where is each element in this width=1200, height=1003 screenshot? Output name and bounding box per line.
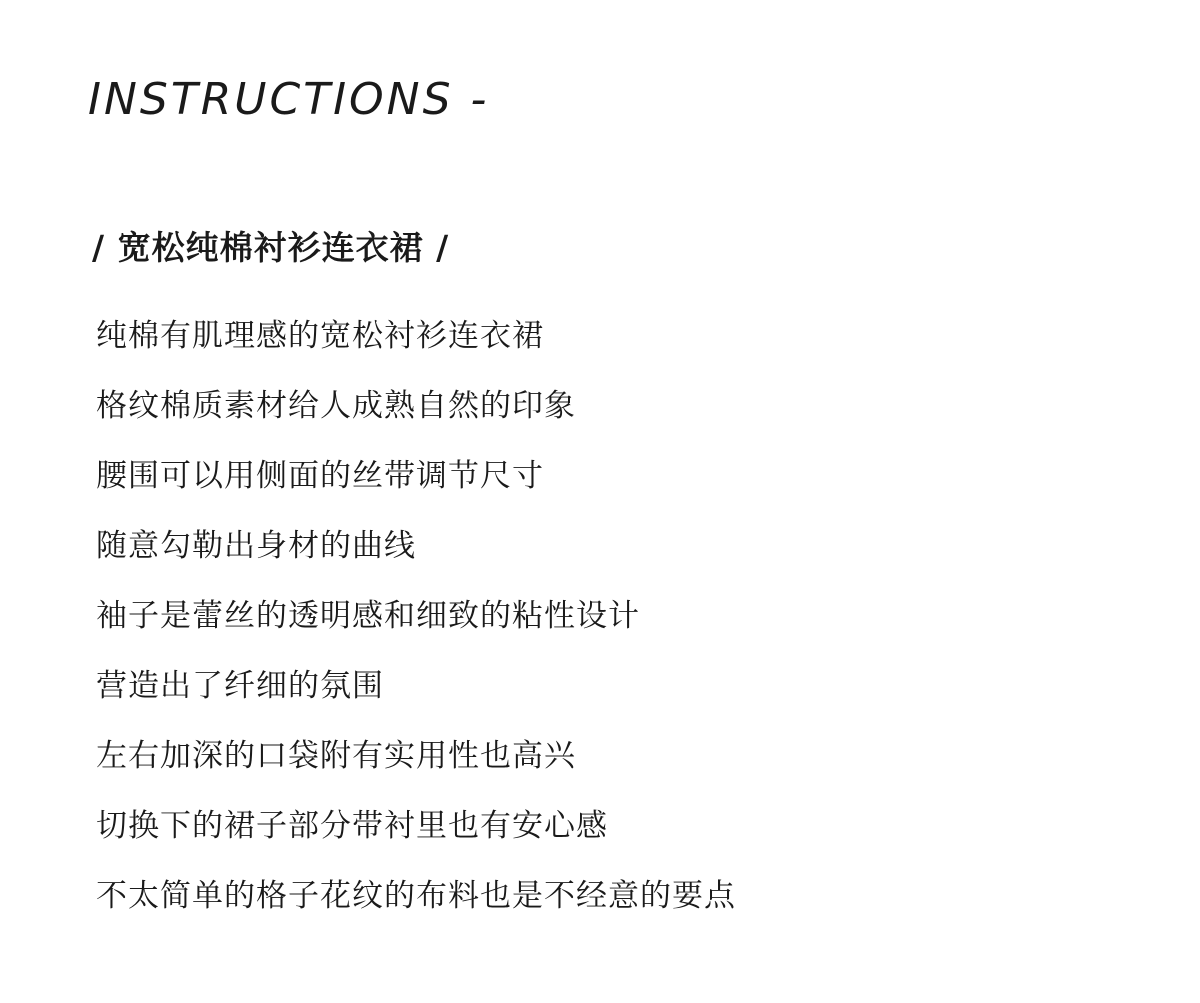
description-line: 袖子是蕾丝的透明感和细致的粘性设计 xyxy=(96,598,640,634)
description-line: 左右加深的口袋附有实用性也高兴 xyxy=(96,738,576,774)
description-list xyxy=(96,312,736,942)
product-title xyxy=(92,224,449,272)
description-line: 切换下的裙子部分带衬里也有安心感 xyxy=(96,808,608,844)
product-name: 宽松纯棉衬衫连衣裙 xyxy=(117,228,424,267)
title-slash-close: / xyxy=(436,228,450,267)
description-line: 营造出了纤细的氛围 xyxy=(96,668,384,704)
description-line: 随意勾勒出身材的曲线 xyxy=(96,528,416,564)
instructions-heading: INSTRUCTIONS - xyxy=(88,74,490,125)
description-line: 腰围可以用侧面的丝带调节尺寸 xyxy=(96,458,544,494)
description-line: 纯棉有肌理感的宽松衬衫连衣裙 xyxy=(96,318,544,354)
description-line: 格纹棉质素材给人成熟自然的印象 xyxy=(96,388,576,424)
title-slash-open: / xyxy=(92,228,106,267)
description-line: 不太简单的格子花纹的布料也是不经意的要点 xyxy=(96,878,736,914)
